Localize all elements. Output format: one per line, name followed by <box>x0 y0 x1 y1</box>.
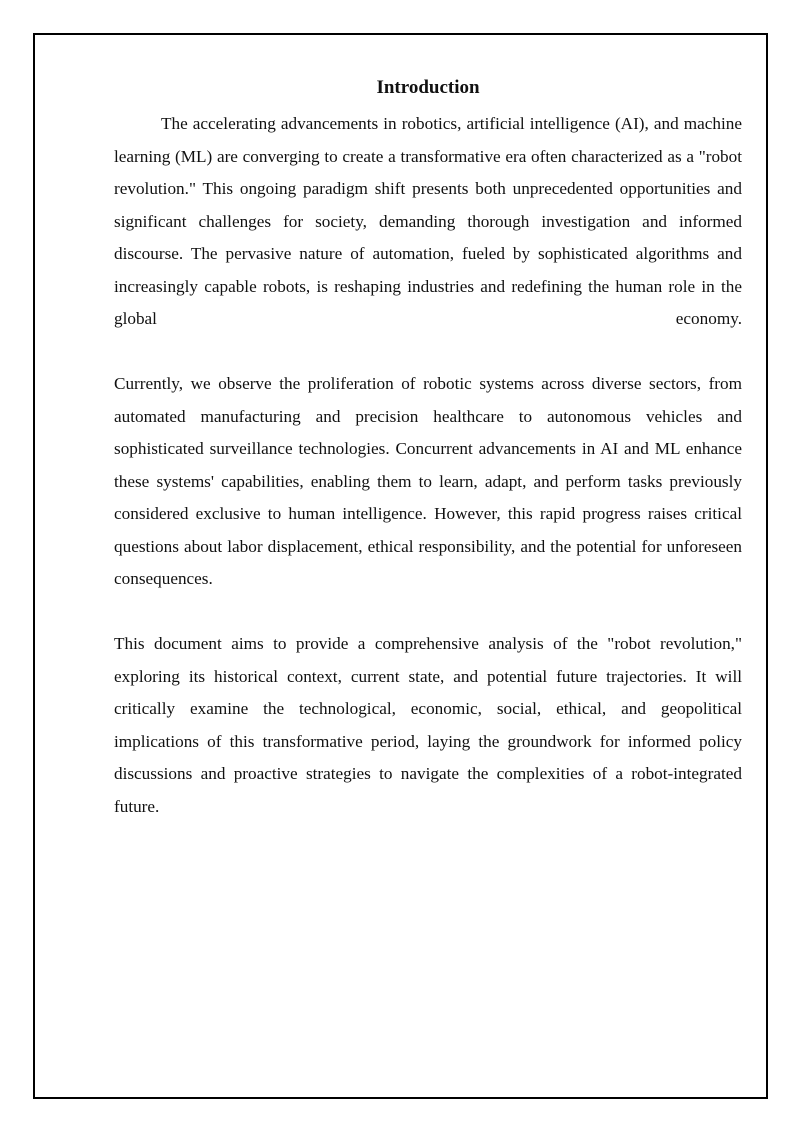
section-heading: Introduction <box>376 77 480 98</box>
paragraph-intro: The accelerating advancements in robotics, artificial intelligence (AI), and machine learning (ML) are converging to create a transformative era often characterized as a "robot revolution." This ongoing paradigm shift presents both unprecedented opportunities and significant challenges for society, demanding thorough investigation and informed discourse. The pervasive nature of automation, fueled by sophisticated algorithms and increasingly capable robots, is reshaping industries and redefining the human role in the global economy. <box>114 114 742 328</box>
paragraph-spacer <box>114 596 742 629</box>
paragraph-current-state: Currently, we observe the proliferation of robotic systems across diverse sectors, from automated manufacturing and precision healthcare to autonomous vehicles and sophisticated surveillance technologies. Concurrent advancements in AI and ML enhance these systems' capabilities, enabling them to learn, adapt, and perform tasks previously considered exclusive to human intelligence. However, this rapid progress raises critical questions about labor displacement, ethical responsibility, and the potential for unforeseen consequences. <box>114 374 742 588</box>
document-body <box>114 74 742 823</box>
paragraph-document-aims: This document aims to provide a comprehensive analysis of the "robot revolution," exploring its historical context, current state, and potential future trajectories. It will critically examine the technological, economic, social, ethical, and geopolitical implications of this transformative period, laying the groundwork for informed policy discussions and proactive strategies to navigate the complexities of a robot-integrated future. <box>114 634 742 816</box>
paragraph-spacer <box>114 336 742 369</box>
